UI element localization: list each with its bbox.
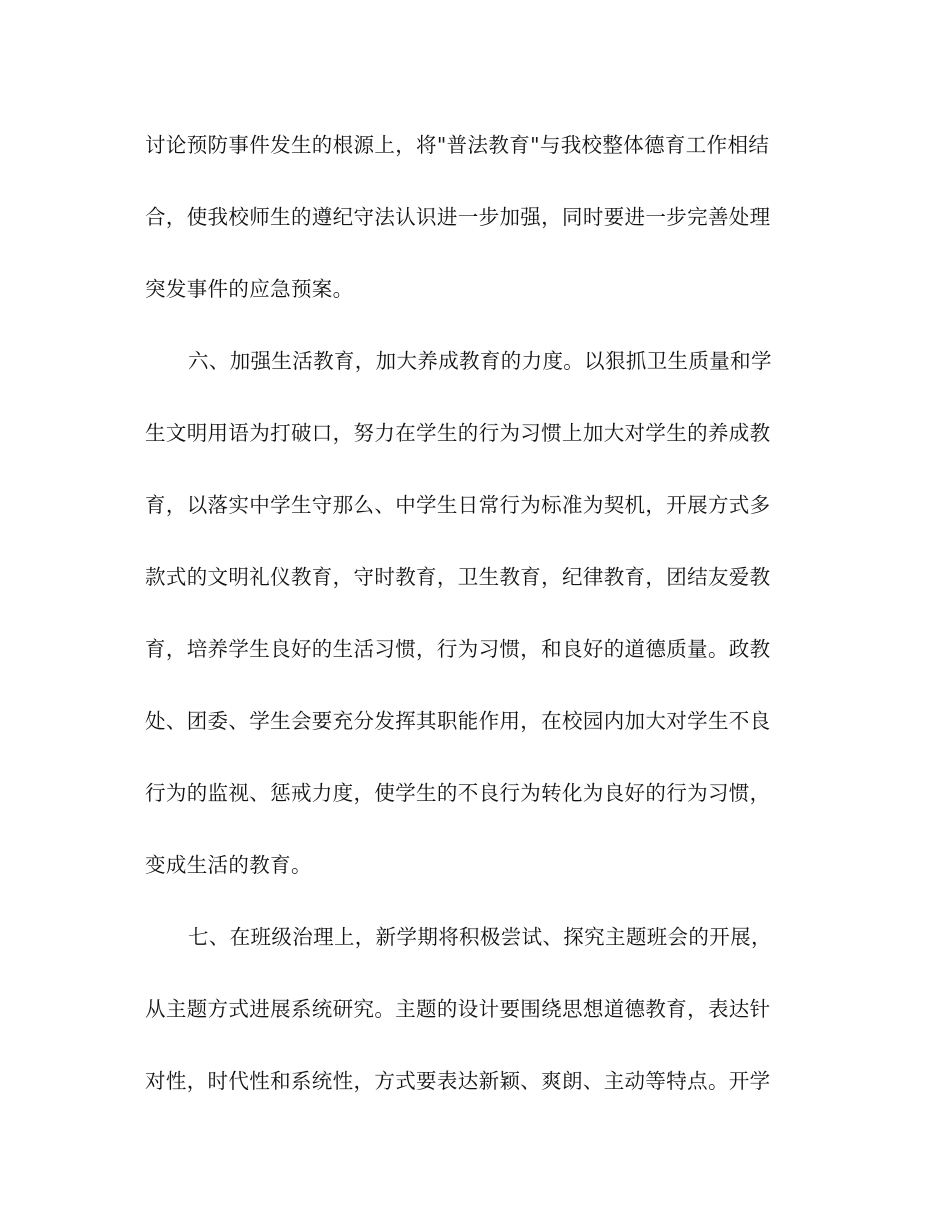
- text-line: 育，培养学生良好的生活习惯，行为习惯，和良好的道德质量。政教: [145, 637, 771, 661]
- text-line: 讨论预防事件发生的根源上，将"普法教育"与我校整体德育工作相结: [145, 133, 770, 157]
- text-line: 从主题方式进展系统研究。主题的设计要围绕思想道德教育，表达针: [145, 997, 771, 1021]
- text-line: 对性，时代性和系统性，方式要表达新颖、爽朗、主动等特点。开学: [145, 1069, 771, 1093]
- text-line: 行为的监视、惩戒力度，使学生的不良行为转化为良好的行为习惯，: [145, 781, 771, 805]
- text-line: 突发事件的应急预案。: [145, 277, 354, 301]
- text-line: 款式的文明礼仪教育，守时教育，卫生教育，纪律教育，团结友爱教: [145, 565, 771, 589]
- text-line: 生文明用语为打破口，努力在学生的行为习惯上加大对学生的养成教: [145, 421, 771, 445]
- text-line: 合，使我校师生的遵纪守法认识进一步加强，同时要进一步完善处理: [145, 205, 771, 229]
- paragraph-start-line: 七、在班级治理上，新学期将积极尝试、探究主题班会的开展，: [188, 925, 772, 949]
- text-line: 处、团委、学生会要充分发挥其职能作用，在校园内加大对学生不良: [145, 709, 771, 733]
- text-line: 变成生活的教育。: [145, 853, 312, 877]
- text-line: 育，以落实中学生守那么、中学生日常行为标准为契机，开展方式多: [145, 493, 771, 517]
- paragraph-start-line: 六、加强生活教育，加大养成教育的力度。以狠抓卫生质量和学: [188, 349, 772, 373]
